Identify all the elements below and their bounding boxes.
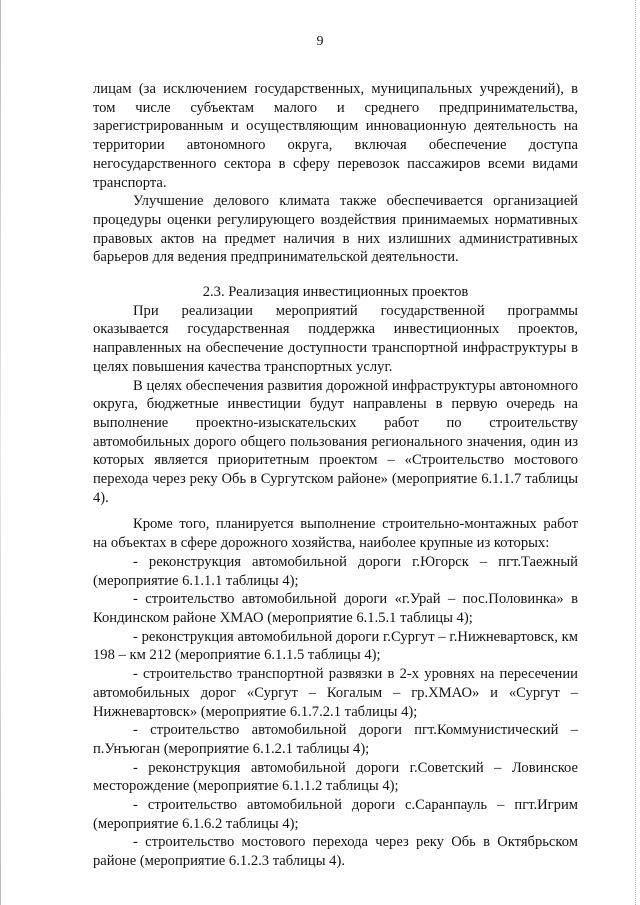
page-number: 9	[316, 34, 324, 49]
paragraph-budget-investments: В целях обеспечения развития дорожной инфраструктуры автономного округа, бюджетные инвестиции будут направлены в первую очередь на выполнение проектно-изыскательских работ по строительству автомобильных дорого общего пользования регионального значения, один из которых является приоритетным проектом – «Строительство мостового перехода через реку Обь в Сургутском районе» (мероприятие 6.1.1.7 таблицы 4).	[93, 377, 578, 506]
list-item: - реконструкция автомобильной дороги г.Сургут – г.Нижневартовск, км 198 – км 212 (мероприятие 6.1.1.5 таблицы 4);	[93, 628, 578, 664]
list-item: - реконструкция автомобильной дороги г.Югорск – пгт.Таежный (мероприятие 6.1.1.1 таблицы 4);	[93, 553, 578, 589]
paragraph-construction-works: Кроме того, планируется выполнение строительно-монтажных работ на объектах в сфере дорожного хозяйства, наиболее крупные из которых:	[93, 516, 578, 552]
list-item: - строительство автомобильной дороги пгт.Коммунистический – п.Унъюган (мероприятие 6.1.2.1 таблицы 4);	[93, 722, 578, 757]
section-heading: 2.3. Реализация инвестиционных проектов	[202, 284, 469, 301]
document-body	[93, 80, 578, 871]
paragraph-business-climate: Улучшение делового климата также обеспечивается организацией процедуры оценки регулирующего воздействия принимаемых нормативных правовых актов на предмет наличия в них излишних административных барьеров для ведения предпринимательской деятельности.	[93, 193, 578, 266]
paragraph-state-support: При реализации мероприятий государственной программы оказывается государственная поддержка инвестиционных проектов, направленных на обеспечение доступности транспортной инфраструктуры в целях повышения качества транспортных услуг.	[93, 302, 578, 375]
list-item: - реконструкция автомобильной дороги г.Советский – Ловинское месторождение (мероприятие 6.1.1.2 таблицы 4);	[93, 759, 578, 795]
scan-edge-right	[635, 0, 637, 905]
list-item: - строительство транспортной развязки в 2-х уровнях на пересечении автомобильных дорог «Сургут – Когалым – гр.ХМАО» и «Сургут – Нижневартовск» (мероприятие 6.1.7.2.1 таблицы 4);	[93, 666, 578, 720]
paragraph-continuation: лицам (за исключением государственных, муниципальных учреждений), в том числе субъектам малого и среднего предпринимательства, зарегистрированным и осуществляющим инновационную деятельность на территории автономного округа, включая обеспечение доступа негосударственного сектора в сферу перевозок пассажиров всеми видами транспорта.	[93, 81, 578, 191]
list-item: - строительство автомобильной дороги с.Саранпауль – пгт.Игрим (мероприятие 6.1.6.2 таблицы 4);	[93, 797, 578, 832]
scan-edge-left	[0, 0, 1, 905]
list-item: - строительство мостового перехода через реку Обь в Октябрьском районе (мероприятие 6.1.2.3 таблицы 4).	[93, 834, 578, 870]
list-item: - строительство автомобильной дороги «г.Урай – пос.Половинка» в Кондинском районе ХМАО (мероприятие 6.1.5.1 таблицы 4);	[93, 591, 578, 626]
